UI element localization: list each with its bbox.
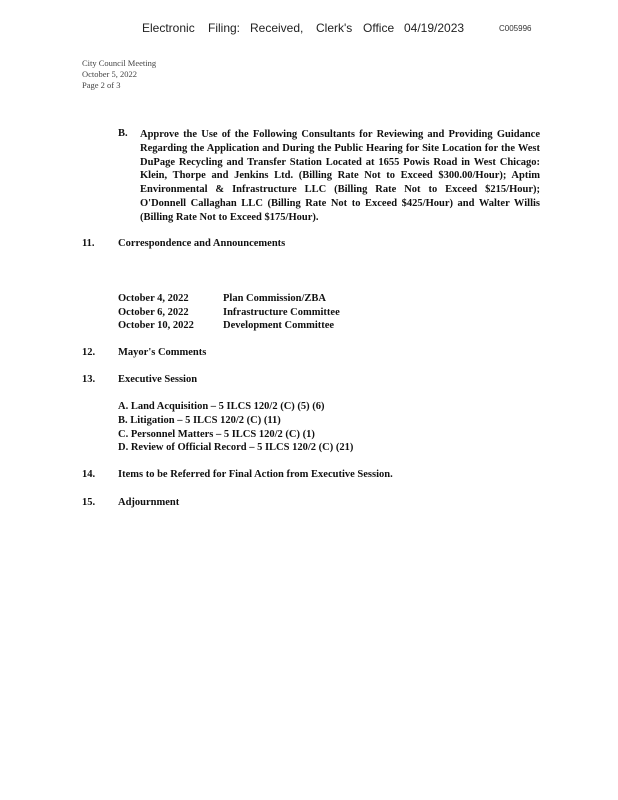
list-item: B. Litigation – 5 ILCS 120/2 (C) (11) (118, 415, 281, 426)
running-header-date: October 5, 2022 (82, 69, 138, 79)
stamp-office: Office (363, 21, 395, 35)
meeting-name: Development Committee (223, 320, 335, 331)
list-item: D. Review of Official Record – 5 ILCS 120/2 (C) (21) (118, 442, 354, 453)
stamp-date: 04/19/2023 (404, 21, 465, 35)
item-13-title: Executive Session (118, 374, 198, 385)
item-12-title: Mayor's Comments (118, 347, 207, 358)
stamp-electronic: Electronic (142, 21, 195, 35)
meeting-date: October 6, 2022 (118, 307, 189, 318)
item-12-number: 12. (82, 347, 96, 358)
running-header-title: City Council Meeting (82, 58, 157, 68)
item-11-number: 11. (82, 238, 95, 249)
item-14-title: Items to be Referred for Final Action from Executive Session. (118, 469, 393, 480)
stamp-received: Received, (250, 21, 304, 35)
running-header-page: Page 2 of 3 (82, 80, 121, 90)
meeting-date: October 10, 2022 (118, 320, 194, 331)
meeting-name: Plan Commission/ZBA (223, 293, 326, 304)
item-11-title: Correspondence and Announcements (118, 238, 286, 249)
item-15-title: Adjournment (118, 497, 180, 508)
stamp-code: C005996 (499, 24, 532, 33)
meeting-date: October 4, 2022 (118, 293, 189, 304)
item-13-number: 13. (82, 374, 96, 385)
list-item: A. Land Acquisition – 5 ILCS 120/2 (C) (5) (6) (118, 401, 325, 412)
item-b-letter: B. (118, 128, 128, 139)
item-15-number: 15. (82, 497, 96, 508)
item-b-text: Approve the Use of the Following Consultants for Reviewing and Providing Guidance Regarding the Application and During the Public Hearing for Site Location for the West DuPage Recycling and Transfer Station Located at 1655 Powis Road in West Chicago: Klein, Thorpe and Jenkins Ltd. (Billing Rate Not to Exceed $300.00/Hour); Aptim Environmental & Infrastructure LLC (Billing Rate Not to Exceed $215/Hour); O'Donnell Callaghan LLC (Billing Rate Not to Exceed $425/Hour) and Walter Willis (Billing Rate Not to Exceed $175/Hour). (140, 129, 540, 223)
stamp-filing: Filing: (208, 21, 241, 35)
stamp-clerks: Clerk's (316, 21, 353, 35)
item-14-number: 14. (82, 469, 96, 480)
meeting-name: Infrastructure Committee (223, 307, 340, 318)
list-item: C. Personnel Matters – 5 ILCS 120/2 (C) (1) (118, 429, 315, 440)
